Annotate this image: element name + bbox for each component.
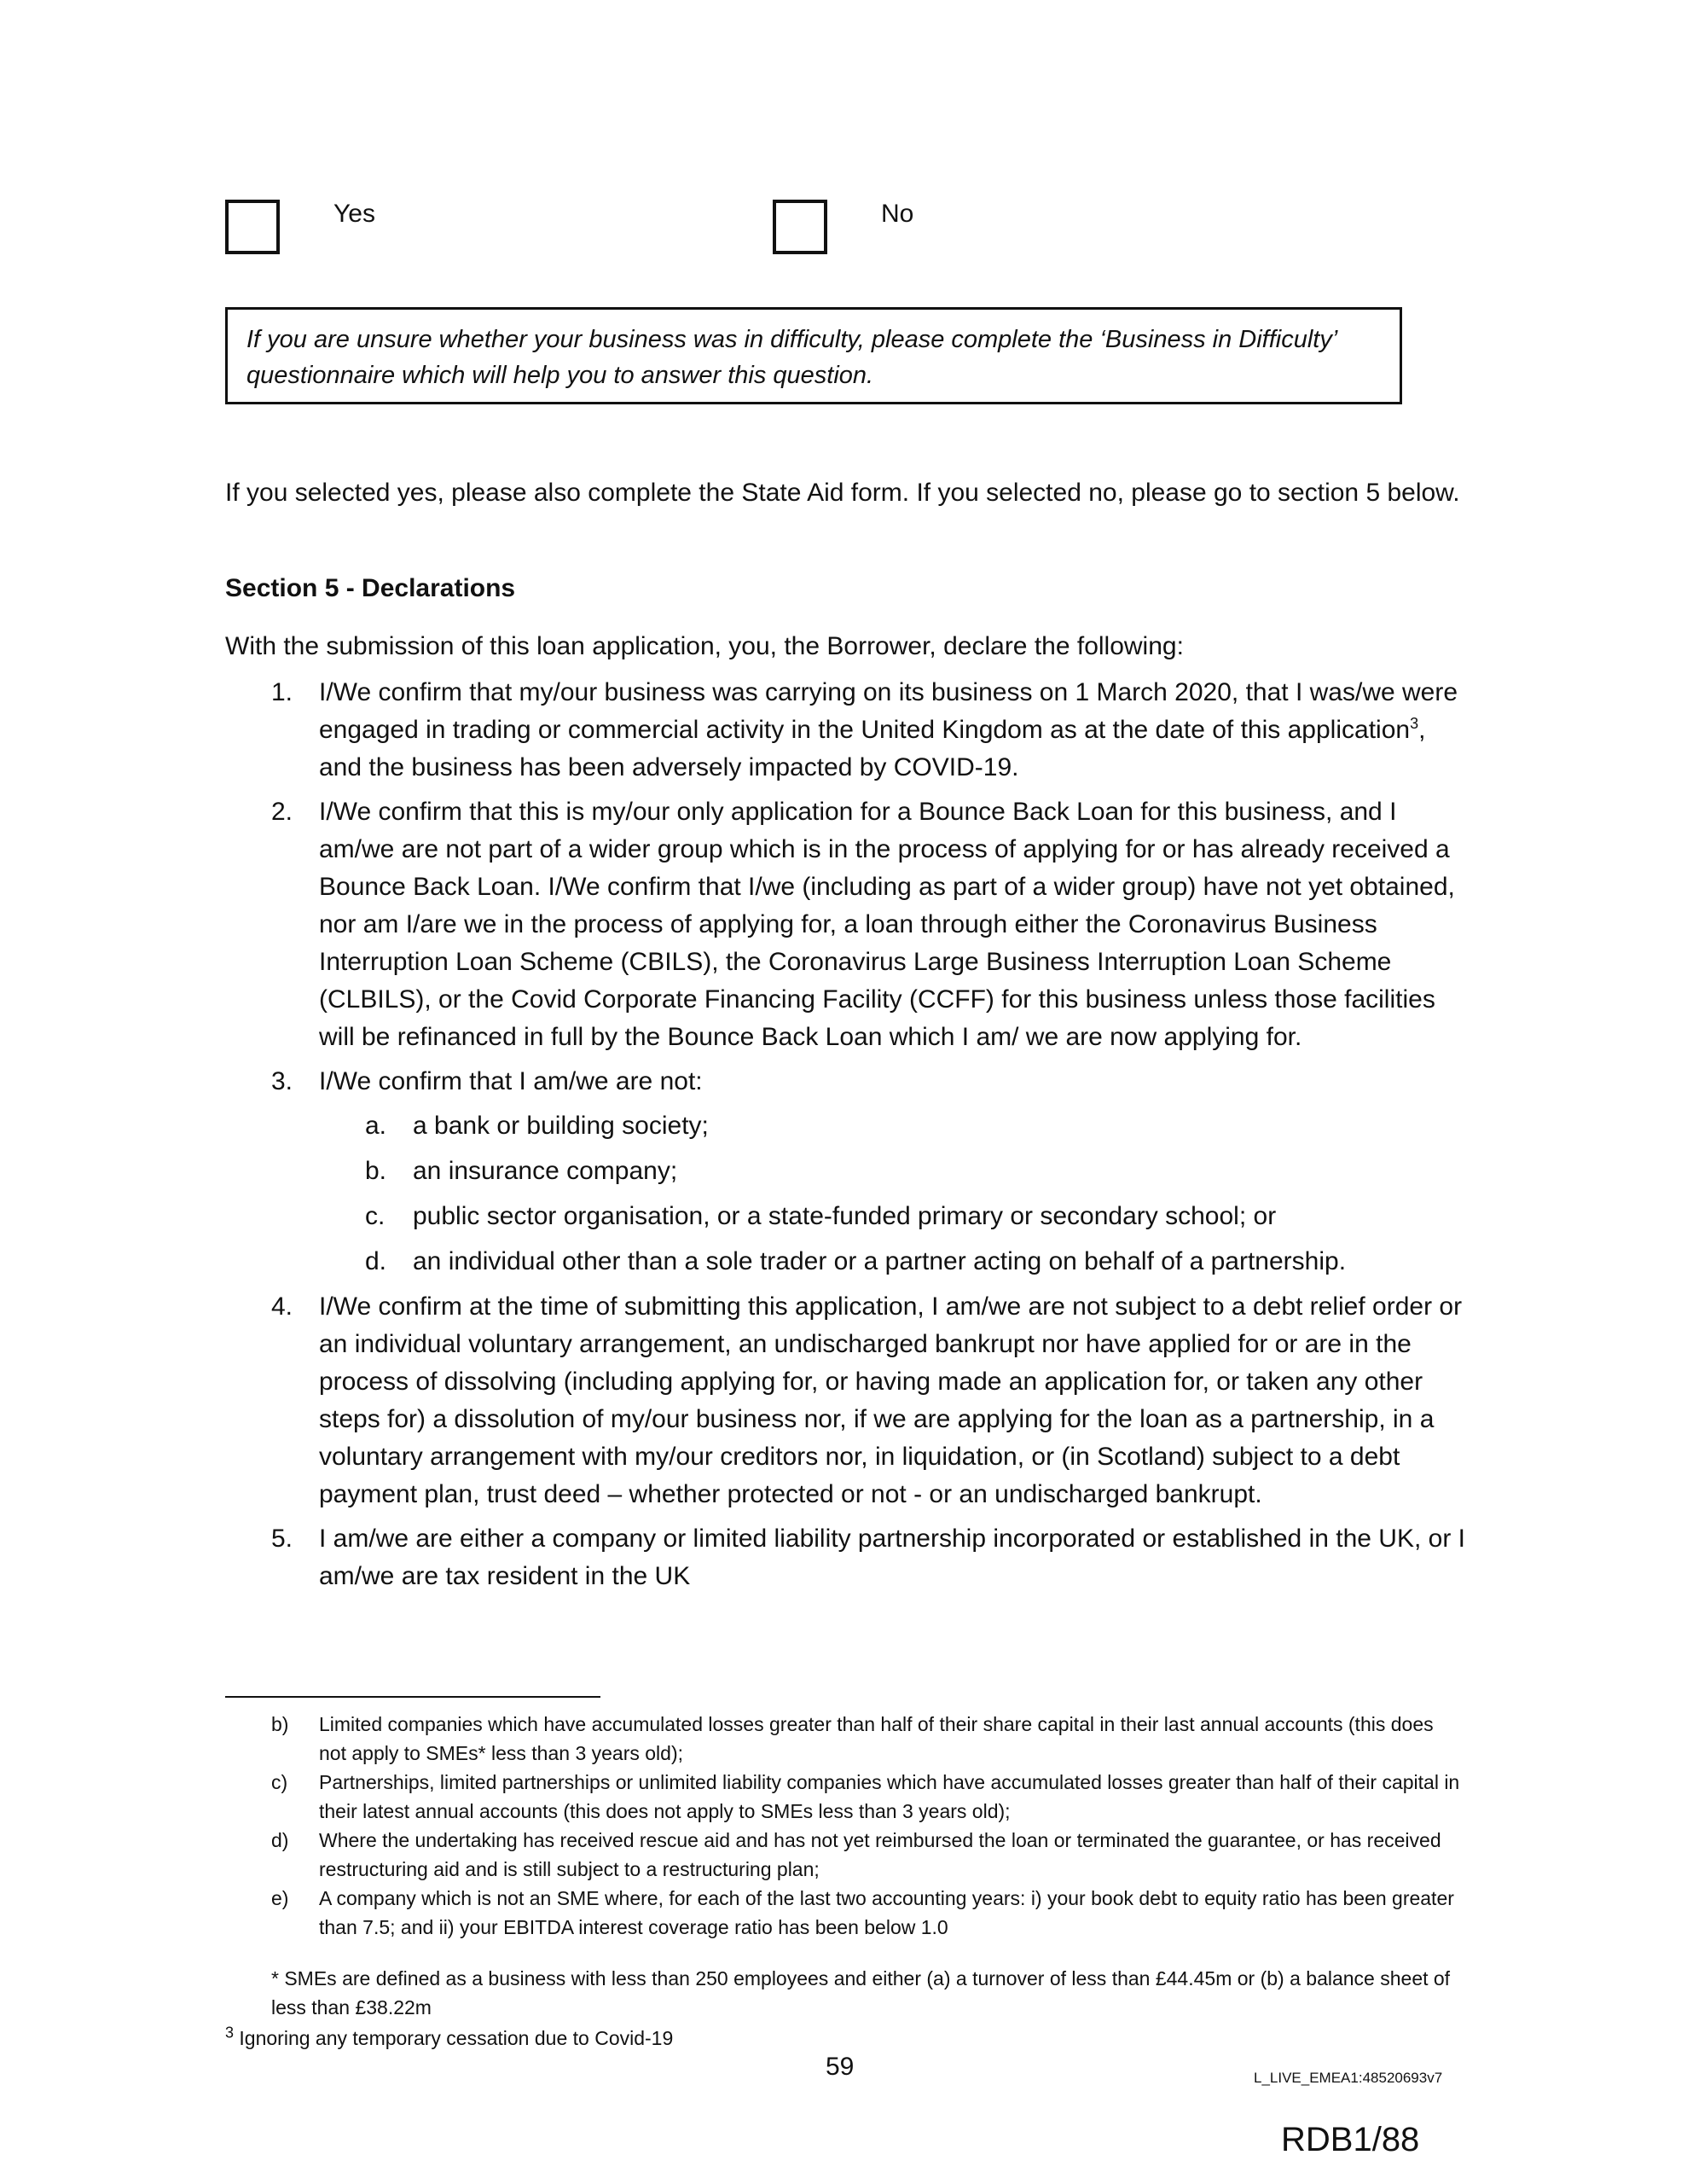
declaration-text: I/We confirm at the time of submitting this application, I am/we are not subject to a debt relief order or an individual voluntary arrangement, an undischarged bankrupt nor have applied for or are in the process of dissolving (including applying for, or having made an application for, or taken any other steps for) a dissolution of my/our business nor, if we are applying for the loan as a partnership, in a voluntary arrangement with my/our creditors nor, in liquidation, or (in Scotland) subject to a debt payment plan, trust deed – whether protected or not - or an undischarged bankrupt. xyxy=(319,1292,1463,1508)
footnote-text: Partnerships, limited partnerships or unlimited liability companies which have accumulated losses greater than half of their capital in their latest annual accounts (this does not apply to SMEs less than 3 years old); xyxy=(319,1771,1460,1822)
sub-item xyxy=(319,1107,1470,1145)
sub-item-text: an individual other than a sole trader or a partner acting on behalf of a partnership. xyxy=(413,1247,1347,1275)
declarations-list xyxy=(225,674,1470,1602)
sub-item-letter: d. xyxy=(365,1247,387,1275)
footnote-item xyxy=(271,1710,1465,1768)
declaration-text: I/We confirm that this is my/our only application for a Bounce Back Loan for this business, and I am/we are not part of a wider group which is in the process of applying for or has already received a Bounce Back Loan. I/We confirm that I/we (including as part of a wider group) have not yet obtained, nor am I/are we in the process of applying for, a loan through either the Coronavirus Business Interruption Loan Scheme (CBILS), the Coronavirus Large Business Interruption Loan Scheme (CLBILS), or the Covid Corporate Financing Facility (CCFF) for this business unless those facilities will be refinanced in full by the Bounce Back Loan which I am/ we are now applying for. xyxy=(319,798,1455,1051)
footnote-3-text: Ignoring any temporary cessation due to Covid-19 xyxy=(239,2027,674,2049)
footnote-letter: c) xyxy=(271,1771,288,1793)
declaration-item xyxy=(225,1520,1470,1595)
page-number: 59 xyxy=(826,2053,855,2081)
footnote-item xyxy=(271,1768,1465,1826)
yes-label: Yes xyxy=(333,200,375,228)
declaration-text: I/We confirm that my/our business was carrying on its business on 1 March 2020, that I was/we were engaged in trading or commercial activity in the United Kingdom as at the date of this application xyxy=(319,678,1458,744)
declaration-item xyxy=(225,1288,1470,1513)
sub-item-letter: a. xyxy=(365,1112,387,1140)
sub-item-text: an insurance company; xyxy=(413,1157,678,1185)
declaration-item xyxy=(225,793,1470,1056)
sub-item-letter: c. xyxy=(365,1202,386,1230)
footnotes-list xyxy=(271,1710,1465,1942)
sub-item xyxy=(319,1153,1470,1190)
footnote-text: Limited companies which have accumulated losses greater than half of their share capital in their last annual accounts (this does not apply to SMEs* less than 3 years old); xyxy=(319,1713,1434,1764)
instruction-text: If you selected yes, please also complete the State Aid form. If you selected no, please go to section 5 below. xyxy=(225,479,1460,507)
sub-item-text: public sector organisation, or a state-funded primary or secondary school; or xyxy=(413,1202,1277,1230)
sub-item xyxy=(319,1198,1470,1235)
declaration-number: 1. xyxy=(271,678,293,706)
declaration-number: 5. xyxy=(271,1525,293,1553)
section-heading: Section 5 - Declarations xyxy=(225,574,516,602)
footnote-item xyxy=(271,1884,1465,1942)
declarations-intro: With the submission of this loan application, you, the Borrower, declare the following: xyxy=(225,632,1184,660)
declaration-text-cont: , and the business has been adversely impacted by COVID-19. xyxy=(319,716,1426,781)
footnote-text: A company which is not an SME where, for each of the last two accounting years: i) your book debt to equity ratio has been greater than 7.5; and ii) your EBITDA interest coverage ratio has been below 1.0 xyxy=(319,1887,1454,1938)
footnote-ref: 3 xyxy=(1410,715,1419,732)
declaration-text: I/We confirm that I am/we are not: xyxy=(319,1067,703,1095)
footnote-letter: d) xyxy=(271,1829,289,1851)
footnote-text: Where the undertaking has received rescue aid and has not yet reimbursed the loan or terminated the guarantee, or has received restructuring aid and is still subject to a restructuring plan; xyxy=(319,1829,1441,1880)
yes-checkbox[interactable] xyxy=(225,200,280,254)
no-label: No xyxy=(881,200,914,228)
footnote-letter: b) xyxy=(271,1713,289,1735)
sub-item xyxy=(319,1243,1470,1281)
declaration-number: 3. xyxy=(271,1067,293,1095)
footnote-3-mark: 3 xyxy=(225,2024,235,2042)
declaration-sublist xyxy=(319,1107,1470,1281)
footnote-letter: e) xyxy=(271,1887,289,1909)
footnote-separator xyxy=(225,1696,600,1698)
business-difficulty-notice: If you are unsure whether your business was in difficulty, please complete the ‘Business in Difficulty’ questionnaire which will help you to answer this question. xyxy=(225,307,1402,404)
declaration-item xyxy=(225,1063,1470,1281)
declaration-text: I am/we are either a company or limited liability partnership incorporated or established in the UK, or I am/we are tax resident in the UK xyxy=(319,1525,1465,1590)
declaration-item xyxy=(225,674,1470,787)
no-checkbox[interactable] xyxy=(773,200,827,254)
footnote-item xyxy=(271,1826,1465,1884)
bundle-stamp: RDB1/88 xyxy=(1281,2121,1420,2158)
sub-item-text: a bank or building society; xyxy=(413,1112,709,1140)
sme-definition-note: * SMEs are defined as a business with less than 250 employees and either (a) a turnover of less than £44.45m or (b) a balance sheet of less than £38.22m xyxy=(271,1967,1451,2018)
document-reference: L_LIVE_EMEA1:48520693v7 xyxy=(1254,2070,1443,2086)
footnote-3 xyxy=(225,2024,673,2053)
sub-item-letter: b. xyxy=(365,1157,387,1185)
declaration-number: 4. xyxy=(271,1292,293,1321)
declaration-number: 2. xyxy=(271,798,293,826)
